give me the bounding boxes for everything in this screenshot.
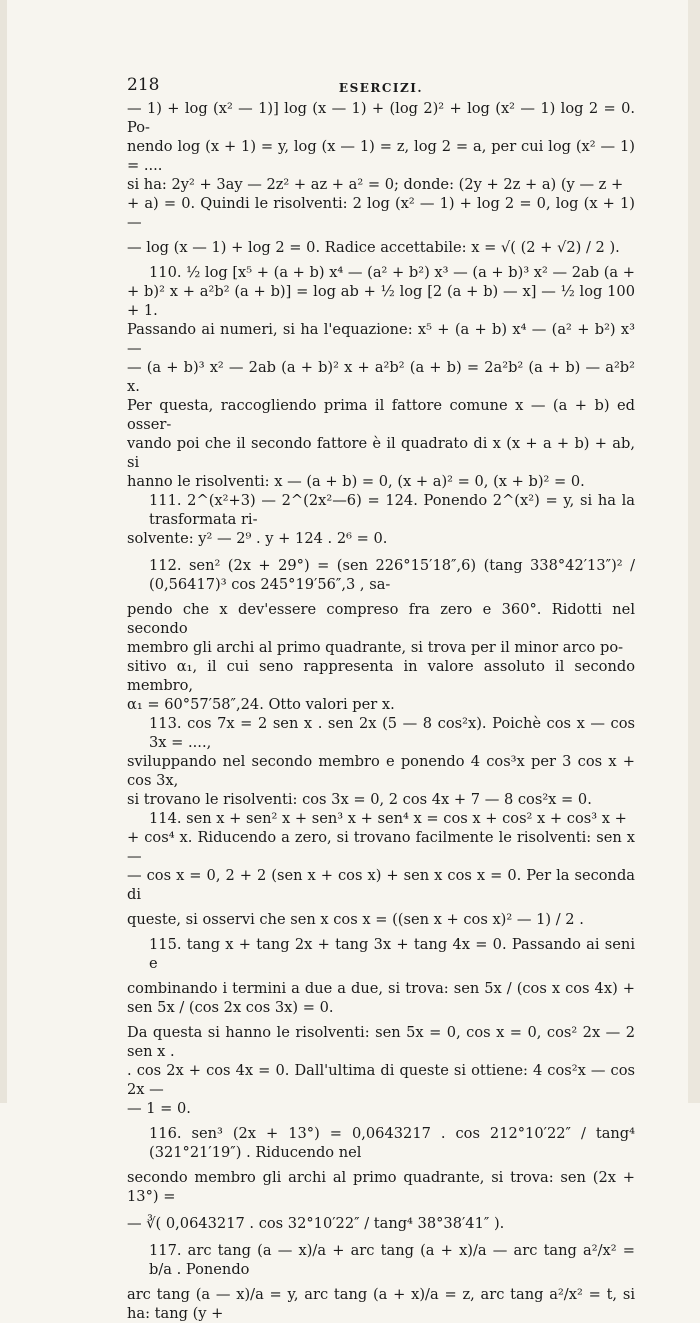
page-number: 218 <box>127 75 160 95</box>
exercise-117: 117. arc tang (a — x)/a + arc tang (a + x)/a — arc tang a²/x² = b/a . Ponendo <box>149 1242 635 1278</box>
text-line: + b)² x + a²b² (a + b)] = log ab + ½ log [2 (a + b) — x] — ½ log 100 + 1. <box>127 283 635 319</box>
text-line: — 1) + log (x² — 1)] log (x — 1) + (log 2)² + log (x² — 1) log 2 = 0. Po- <box>127 100 635 136</box>
text-line: hanno le risolventi: x — (a + b) = 0, (x + a)² = 0, (x + b)² = 0. <box>127 473 585 490</box>
exercise-115: 115. tang x + tang 2x + tang 3x + tang 4x = 0. Passando ai seni e <box>149 936 635 972</box>
exercise-114: 114. sen x + sen² x + sen³ x + sen⁴ x = cos x + cos² x + cos³ x + <box>149 810 627 827</box>
text-line: — (a + b)³ x² — 2ab (a + b)² x + a²b² (a + b) = 2a²b² (a + b) — a²b² x. <box>127 359 635 395</box>
text-line: . cos 2x + cos 4x = 0. Dall'ultima di queste si ottiene: 4 cos²x — cos 2x — <box>127 1062 635 1098</box>
exercise-111: 111. 2^(x²+3) — 2^(2x²—6) = 124. Ponendo 2^(x²) = y, si ha la trasformata ri- <box>149 492 635 528</box>
running-head: ESERCIZI. <box>338 81 424 95</box>
text-line: queste, si osservi che sen x cos x = ((sen x + cos x)² — 1) / 2 . <box>127 911 584 928</box>
text-line: + a) = 0. Quindi le risolventi: 2 log (x² — 1) + log 2 = 0, log (x + 1) — <box>127 195 635 231</box>
exercise-116: 116. sen³ (2x + 13°) = 0,0643217 . cos 212°10′22″ / tang⁴ (321°21′19″) . Riducendo nel <box>149 1125 635 1161</box>
text-line: sviluppando nel secondo membro e ponendo 4 cos³x per 3 cos x + cos 3x, <box>127 753 635 789</box>
text-line: nendo log (x + 1) = y, log (x — 1) = z, log 2 = a, per cui log (x² — 1) = .... <box>127 138 635 174</box>
text-line: si trovano le risolventi: cos 3x = 0, 2 cos 4x + 7 — 8 cos²x = 0. <box>127 791 592 808</box>
text-line: si ha: 2y² + 3ay — 2z² + az + a² = 0; donde: (2y + 2z + a) (y — z + <box>127 176 624 193</box>
text-line: secondo membro gli archi al primo quadrante, si trova: sen (2x + 13°) = <box>127 1169 635 1205</box>
scan-edge-left <box>0 0 7 1103</box>
text-line: — 1 = 0. <box>127 1100 191 1117</box>
page-header <box>127 70 635 96</box>
text-line: pendo che x dev'essere compreso fra zero e 360°. Ridotti nel secondo <box>127 601 635 637</box>
text-line: arc tang (a — x)/a = y, arc tang (a + x)/a = z, arc tang a²/x² = t, si ha: tang (y + <box>127 1286 635 1322</box>
text-line: — cos x = 0, 2 + 2 (sen x + cos x) + sen x cos x = 0. Per la seconda di <box>127 867 635 903</box>
text-line: combinando i termini a due a due, si trova: sen 5x / (cos x cos 4x) + sen 5x / (cos 2x cos 3x) = 0. <box>127 980 635 1016</box>
exercise-113: 113. cos 7x = 2 sen x . sen 2x (5 — 8 cos²x). Poichè cos x — cos 3x = ...., <box>149 715 635 751</box>
book-page <box>127 70 635 1323</box>
exercise-110: 110. ½ log [x⁵ + (a + b) x⁴ — (a² + b²) x³ — (a + b)³ x² — 2ab (a + <box>149 264 635 281</box>
scan-edge-right <box>688 0 700 1103</box>
text-line: vando poi che il secondo fattore è il quadrato di x (x + a + b) + ab, si <box>127 435 635 471</box>
text-line: sitivo α₁, il cui seno rappresenta in valore assoluto il secondo membro, <box>127 658 635 694</box>
text-line: Per questa, raccogliendo prima il fattore comune x — (a + b) ed osser- <box>127 397 635 433</box>
exercise-112: 112. sen² (2x + 29°) = (sen 226°15′18″,6) (tang 338°42′13″)² / (0,56417)³ cos 245°19′56″,3 , sa- <box>149 557 635 593</box>
text-line: Da questa si hanno le risolventi: sen 5x = 0, cos x = 0, cos² 2x — 2 sen x . <box>127 1024 635 1060</box>
text-line: membro gli archi al primo quadrante, si trova per il minor arco po- <box>127 639 624 656</box>
text-line: — ∛( 0,0643217 . cos 32°10′22″ / tang⁴ 38°38′41″ ). <box>127 1215 505 1232</box>
text-line: Passando ai numeri, si ha l'equazione: x⁵ + (a + b) x⁴ — (a² + b²) x³ — <box>127 321 635 357</box>
text-line: solvente: y² — 2⁹ . y + 124 . 2⁶ = 0. <box>127 530 388 547</box>
text-line: — log (x — 1) + log 2 = 0. Radice accettabile: x = √( (2 + √2) / 2 ). <box>127 239 620 256</box>
text-line: α₁ = 60°57′58″,24. Otto valori per x. <box>127 696 395 713</box>
text-line: + cos⁴ x. Riducendo a zero, si trovano facilmente le risolventi: sen x — <box>127 829 635 865</box>
